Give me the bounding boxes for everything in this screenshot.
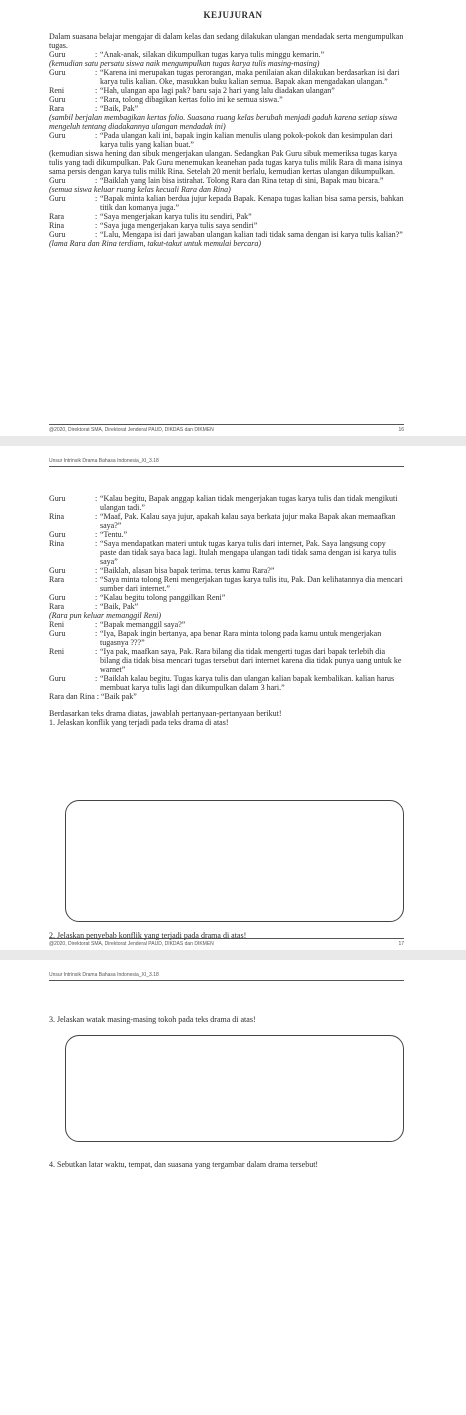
colon-separator: :	[95, 494, 98, 503]
speaker-name: Rina	[49, 221, 65, 230]
dialogue-line	[49, 86, 404, 95]
speaker-name: Rina	[49, 539, 65, 548]
speaker-name: Guru	[49, 131, 66, 140]
dialogue-line	[49, 629, 404, 647]
colon-separator: :	[95, 674, 98, 683]
speaker-name: Guru	[49, 95, 66, 104]
drama-body	[49, 32, 404, 248]
colon-separator: :	[95, 230, 98, 239]
dialogue-text: “Hah, ulangan apa lagi pak? baru saja 2 hari yang lalu diadakan ulangan”	[100, 86, 335, 95]
dialogue-text: “Baik, Pak”	[100, 104, 139, 113]
dialogue-text: “Iya, Bapak ingin bertanya, apa benar Rara minta tolong pada kamu untuk mengerjakan tugasnya ???”	[100, 629, 382, 647]
dialogue-text: “Kalau begitu, Bapak anggap kalian tidak mengerjakan tugas karya tulis dan tidak mengikuti ulangan tadi.”	[100, 494, 398, 512]
speaker-name: Rina	[49, 512, 65, 521]
speaker-name: Reni	[49, 647, 65, 656]
dialogue-text: “Saya juga mengerjakan karya tulis saya sendiri”	[100, 221, 258, 230]
dialogue-line	[49, 539, 404, 566]
page-16	[0, 0, 466, 436]
dialogue-list	[49, 494, 404, 701]
question-3-wrap	[49, 1015, 404, 1024]
copyright-text: @2020, Direktorat SMA, Direktorat Jenderal PAUD, DIKDAS dan DIKMEN	[49, 941, 214, 947]
narrative-paragraph: Rara dan Rina : “Baik pak”	[49, 692, 137, 701]
colon-separator: :	[95, 131, 98, 140]
dialogue-line	[49, 68, 404, 86]
stage-direction: (Rara pun keluar memanggil Reni)	[49, 611, 161, 620]
speaker-name: Guru	[49, 530, 66, 539]
dialogue-text: “Baiklah yang lain bisa istirahat. Tolong Rara dan Rina tetap di sini, Bapak mau bicara.”	[100, 176, 384, 185]
drama-title: KEJUJURAN	[203, 10, 263, 20]
dialogue-line	[49, 212, 404, 221]
stage-direction: (kemudian satu persatu siswa naik mengumpulkan tugas karya tulis masing-masing)	[49, 59, 320, 68]
dialogue-text: “Lalu, Mengapa isi dari jawaban ulangan kalian tadi tidak sama dengan isi karya tulis kalian?”	[100, 230, 403, 239]
dialogue-line	[49, 50, 404, 59]
dialogue-text: “Rara, tolong dibagikan kertas folio ini ke semua siswa.”	[100, 95, 283, 104]
dialogue-text: “Kalau begitu tolong panggilkan Reni”	[100, 593, 226, 602]
dialogue-line	[49, 593, 404, 602]
dialogue-line	[49, 566, 404, 575]
page-footer	[49, 424, 404, 433]
speaker-name: Guru	[49, 566, 66, 575]
dialogue-line	[49, 494, 404, 512]
speaker-name: Guru	[49, 494, 66, 503]
colon-separator: :	[95, 575, 98, 584]
dialogue-line	[49, 512, 404, 530]
stage-direction: (lama Rara dan Rina terdiam, takut-takut untuk memulai bercara)	[49, 239, 262, 248]
question-2: 2. Jelaskan penyebab konflik yang terjadi pada drama di atas!	[49, 931, 247, 940]
colon-separator: :	[95, 50, 98, 59]
drama-body-continued	[49, 494, 404, 727]
dialogue-text: “Iya pak, maafkan saya, Pak. Rara bilang dia tidak mengerti tugas dari bapak terlebih dia bilang dia tidak bisa mencari tugas tersebut dari internet karena dia tidak punya uang untuk ke warnet”	[100, 647, 402, 674]
page-footer	[49, 938, 404, 947]
speaker-name: Rara	[49, 602, 65, 611]
colon-separator: :	[95, 95, 98, 104]
dialogue-text: “Bapak memanggil saya?”	[100, 620, 186, 629]
instruction-text: Berdasarkan teks drama diatas, jawablah pertanyaan-pertanyaan berikut!	[49, 709, 282, 718]
dialogue-line	[49, 620, 404, 629]
question-1: 1. Jelaskan konflik yang terjadi pada teks drama di atas!	[49, 718, 229, 727]
dialogue-text: “Saya minta tolong Reni mengerjakan tugas karya tulis itu, Pak. Dan kelihatannya dia mencari sumber dari internet.”	[100, 575, 403, 593]
colon-separator: :	[95, 629, 98, 638]
dialogue-text: “Saya mendapatkan materi untuk tugas karya tulis dari internet, Pak. Saya langsung copy paste dan tidak saya baca lagi. Itulah mengapa ulangan tadi tidak sama dengan isi karya tulis saya”	[100, 539, 397, 566]
page-17	[0, 446, 466, 950]
dialogue-line	[49, 674, 404, 692]
dialogue-line	[49, 131, 404, 149]
stage-direction: (semua siswa keluar ruang kelas kecuali Rara dan Rina)	[49, 185, 231, 194]
dialogue-line	[49, 575, 404, 593]
answer-box-3[interactable]	[65, 1035, 404, 1142]
page-number: 17	[398, 941, 404, 947]
dialogue-text: “Pada ulangan kali ini, bapak ingin kalian menulis ulang pokok-pokok dan kesimpulan dari karya tulis yang kalian buat.”	[100, 131, 393, 149]
dialogue-text: “Baiklah kalau begitu. Tugas karya tulis dan ulangan kalian bapak kembalikan. kalian harus membuat karya tulis lagi dan dikumpulkan dalam 3 hari.”	[100, 674, 395, 692]
dialogue-line	[49, 194, 404, 212]
dialogue-line	[49, 221, 404, 230]
page-18	[0, 960, 466, 1415]
dialogue-line	[49, 176, 404, 185]
copyright-text: @2020, Direktorat SMA, Direktorat Jenderal PAUD, DIKDAS dan DIKMEN	[49, 427, 214, 433]
colon-separator: :	[95, 593, 98, 602]
dialogue-text: “Karena ini merupakan tugas perorangan, maka penilaian akan dilakukan berdasarkan isi dari karya tulis kalian. Oke, masukkan buku kalian semua. Bapak akan mengadakan ulangan.”	[100, 68, 400, 86]
dialogue-text: “Baik, Pak”	[100, 602, 139, 611]
speaker-name: Reni	[49, 86, 65, 95]
speaker-name: Guru	[49, 629, 66, 638]
page-header: Unsur Intrinsik Drama Bahasa Indonesia_XI_3.18	[49, 972, 404, 981]
dialogue-line	[49, 104, 404, 113]
colon-separator: :	[95, 68, 98, 77]
speaker-name: Guru	[49, 68, 66, 77]
question-3: 3. Jelaskan watak masing-masing tokoh pada teks drama di atas!	[49, 1015, 256, 1024]
colon-separator: :	[95, 620, 98, 629]
colon-separator: :	[95, 530, 98, 539]
question-4-wrap	[49, 1160, 404, 1169]
speaker-name: Guru	[49, 593, 66, 602]
speaker-name: Rara	[49, 104, 65, 113]
dialogue-line	[49, 95, 404, 104]
page-header: Unsur Intrinsik Drama Bahasa Indonesia_XI_3.18	[49, 458, 404, 467]
narrative-paragraph: (kemudian siswa hening dan sibuk mengerjakan ulangan. Sedangkan Pak Guru sibuk memeriksa tugas karya tulis yang tadi dikumpulkan. Pak Guru menemukan keanehan pada tugas karya tulis milik Rara di mana isinya sama persis dengan karya tulis milik Rina. Setelah 20 menit berlalu, kemudian kertas ulangan dikumpulkan.	[49, 149, 403, 176]
dialogue-text: “Tentu.”	[100, 530, 128, 539]
colon-separator: :	[95, 647, 98, 656]
dialogue-line	[49, 647, 404, 674]
speaker-name: Guru	[49, 674, 66, 683]
colon-separator: :	[95, 566, 98, 575]
dialogue-text: “Saya mengerjakan karya tulis itu sendiri, Pak”	[100, 212, 252, 221]
colon-separator: :	[95, 104, 98, 113]
dialogue-line	[49, 530, 404, 539]
speaker-name: Reni	[49, 620, 65, 629]
colon-separator: :	[95, 221, 98, 230]
intro-paragraph: Dalam suasana belajar mengajar di dalam kelas dan sedang dilakukan ulangan mendadak serta mengumpulkan tugas.	[49, 32, 404, 50]
speaker-name: Guru	[49, 176, 66, 185]
colon-separator: :	[95, 176, 98, 185]
answer-box-1[interactable]	[65, 800, 404, 922]
speaker-name: Rara	[49, 575, 65, 584]
dialogue-text: “Bapak minta kalian berdua jujur kepada Bapak. Kenapa tugas kalian bisa sama persis, bahkan titik dan komanya juga.”	[100, 194, 404, 212]
dialogue-text: “Baiklah, alasan bisa bapak terima. terus kamu Rara?”	[100, 566, 275, 575]
colon-separator: :	[95, 212, 98, 221]
speaker-name: Guru	[49, 50, 66, 59]
question-4: 4. Sebutkan latar waktu, tempat, dan suasana yang tergambar dalam drama tersebut!	[49, 1160, 319, 1169]
dialogue-line	[49, 230, 404, 239]
colon-separator: :	[95, 86, 98, 95]
dialogue-text: “Anak-anak, silakan dikumpulkan tugas karya tulis minggu kemarin.”	[100, 50, 325, 59]
colon-separator: :	[95, 194, 98, 203]
speaker-name: Guru	[49, 194, 66, 203]
colon-separator: :	[95, 602, 98, 611]
speaker-name: Guru	[49, 230, 66, 239]
dialogue-text: “Maaf, Pak. Kalau saya jujur, apakah kalau saya berkata jujur maka Bapak akan memaafkan saya?”	[100, 512, 396, 530]
page-number: 16	[398, 427, 404, 433]
colon-separator: :	[95, 512, 98, 521]
speaker-name: Rara	[49, 212, 65, 221]
dialogue-line	[49, 602, 404, 611]
colon-separator: :	[95, 539, 98, 548]
stage-direction: (sambil berjalan membagikan kertas folio. Suasana ruang kelas berubah menjadi gaduh karena setiap siswa mengeluh tentang diadakannya ulangan mendadak ini)	[49, 113, 398, 131]
dialogue-list	[49, 50, 404, 248]
